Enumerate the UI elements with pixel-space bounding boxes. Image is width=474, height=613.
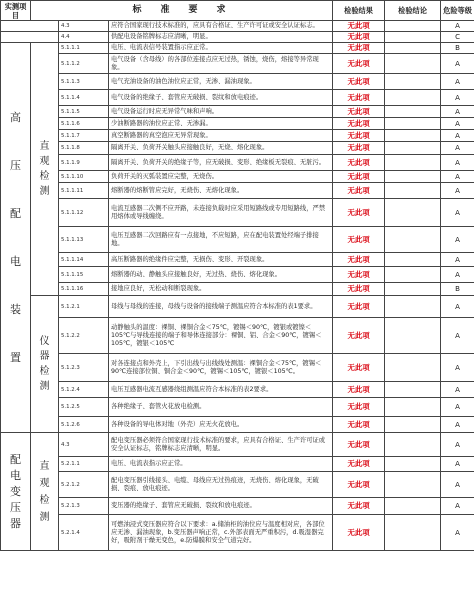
- requirement-text: 配电变压器引线接头、电缆、母线应无过热痕迹，无烧伤、熔化现象，无破损、裂痕、放电痕迹。: [109, 472, 333, 498]
- requirement-text: 各种绝缘子、套管火花放电检测。: [109, 398, 333, 417]
- result-cell: 无此项: [333, 472, 385, 498]
- result-cell: 无此项: [333, 183, 385, 199]
- requirement-text: 高压断路器的绝缘件应完整，无损伤、变形、开裂现象。: [109, 253, 333, 267]
- table-row: [1, 155, 474, 171]
- conclusion-cell: [385, 118, 441, 130]
- conclusion-cell: [385, 32, 441, 43]
- requirement-text: 母线与母线的连接，母线与设备的接线端子测温应符合本标准的表1要求。: [109, 296, 333, 318]
- conclusion-cell: [385, 398, 441, 417]
- hazard-level: A: [441, 130, 474, 142]
- section-instrument: 仪 器 检 测: [31, 296, 59, 433]
- header-row: [1, 1, 474, 21]
- table-row: [1, 21, 474, 32]
- requirement-text: 熔断器的动、静触头应接触良好，无过热、烧伤、熔化现象。: [109, 267, 333, 283]
- result-cell: 无此项: [333, 267, 385, 283]
- clause-code: 5.1.1.4: [59, 90, 109, 106]
- header-hazard: 危险等级: [441, 1, 474, 21]
- conclusion-cell: [385, 472, 441, 498]
- requirement-text: 接地应良好，无松动和断裂现象。: [109, 283, 333, 296]
- table-row: [1, 142, 474, 155]
- requirement-text: 电压、电流表指示应正常。: [109, 457, 333, 472]
- item-blank: [1, 32, 59, 43]
- table-row: [1, 318, 474, 354]
- conclusion-cell: [385, 253, 441, 267]
- conclusion-cell: [385, 54, 441, 74]
- hazard-level: A: [441, 74, 474, 90]
- requirement-text: 对各连接点和外壳上，下引出线与出线线处测温：裸铜合金＜75℃，镀锡＜90℃连接部位铜、铜合金＜90℃，镀锡＜105℃，镀银＜105℃。: [109, 354, 333, 382]
- hazard-level: A: [441, 433, 474, 457]
- clause-code: 5.2.1.1: [59, 457, 109, 472]
- hazard-level: A: [441, 106, 474, 118]
- conclusion-cell: [385, 433, 441, 457]
- clause-code: 5.1.2.5: [59, 398, 109, 417]
- table-row: [1, 398, 474, 417]
- table-row: [1, 472, 474, 498]
- result-cell: 无此项: [333, 498, 385, 515]
- result-cell: 无此项: [333, 32, 385, 43]
- result-cell: 无此项: [333, 171, 385, 183]
- table-row: [1, 433, 474, 457]
- result-cell: 无此项: [333, 21, 385, 32]
- conclusion-cell: [385, 106, 441, 118]
- clause-code: 5.1.1.16: [59, 283, 109, 296]
- hazard-level: A: [441, 21, 474, 32]
- conclusion-cell: [385, 171, 441, 183]
- requirement-text: 可燃油浸式变压器应符合以下要求：a.储油柜的油位应与温度相对应，各部位应无渗、漏油现象，b.变压器声响正常，c.外部表面无严重积污，d.吸湿器完好，吸附剂干燥无变色，e.防爆膜和安全气道完好。: [109, 515, 333, 551]
- table-row: [1, 457, 474, 472]
- result-cell: 无此项: [333, 253, 385, 267]
- table-row: [1, 54, 474, 74]
- header-item: 实测项目: [1, 1, 31, 21]
- hazard-level: A: [441, 318, 474, 354]
- requirement-text: 电流互感器二次侧不应开路，未连接负载时应采用短路线或专用短路线，严禁用熔体或导线缠绕。: [109, 199, 333, 227]
- hazard-level: A: [441, 171, 474, 183]
- table-row: [1, 227, 474, 253]
- result-cell: 无此项: [333, 199, 385, 227]
- hazard-level: A: [441, 142, 474, 155]
- clause-code: 4.3: [59, 21, 109, 32]
- table-row: [1, 171, 474, 183]
- hazard-level: B: [441, 283, 474, 296]
- section-high-voltage: 高 压 配 电 装 置: [1, 43, 31, 433]
- result-cell: 无此项: [333, 54, 385, 74]
- table-row: [1, 354, 474, 382]
- hazard-level: A: [441, 155, 474, 171]
- hazard-level: A: [441, 457, 474, 472]
- clause-code: 5.1.1.14: [59, 253, 109, 267]
- clause-code: 5.1.2.3: [59, 354, 109, 382]
- conclusion-cell: [385, 142, 441, 155]
- result-cell: 无此项: [333, 457, 385, 472]
- clause-code: 5.1.2.1: [59, 296, 109, 318]
- table-body: [1, 21, 474, 551]
- table-row: [1, 130, 474, 142]
- table-row: [1, 515, 474, 551]
- hazard-level: A: [441, 253, 474, 267]
- conclusion-cell: [385, 318, 441, 354]
- clause-code: 5.1.1.13: [59, 227, 109, 253]
- result-cell: 无此项: [333, 515, 385, 551]
- requirement-text: 负荷开关的灭弧装置应完整，无烧伤。: [109, 171, 333, 183]
- table-row: [1, 199, 474, 227]
- conclusion-cell: [385, 74, 441, 90]
- conclusion-cell: [385, 382, 441, 398]
- section-tr-visual: 直 观 检 测: [31, 433, 59, 551]
- conclusion-cell: [385, 227, 441, 253]
- hazard-level: A: [441, 354, 474, 382]
- clause-code: 5.2.1.4: [59, 515, 109, 551]
- result-cell: 无此项: [333, 142, 385, 155]
- hazard-level: A: [441, 515, 474, 551]
- header-standard: 标 准 要 求: [31, 1, 333, 21]
- conclusion-cell: [385, 354, 441, 382]
- table-row: [1, 253, 474, 267]
- result-cell: 无此项: [333, 90, 385, 106]
- hazard-level: A: [441, 118, 474, 130]
- conclusion-cell: [385, 199, 441, 227]
- table-row: [1, 267, 474, 283]
- requirement-text: 电压互感器二次回路应有一点接地，不应短路，应在配电装置处经端子排接地。: [109, 227, 333, 253]
- requirement-text: 动静触头的温度：裸铜、裸铜合金＜75℃，镀锡＜90℃，镀银或镀镍＜105℃与导线连接的端子和导体连接部分：裸铜、铝、合金＜90℃，镀锡＜105℃，镀银＜105℃: [109, 318, 333, 354]
- hazard-level: A: [441, 296, 474, 318]
- hazard-level: A: [441, 382, 474, 398]
- requirement-text: 真空断路器的真空泡应无异常现象。: [109, 130, 333, 142]
- requirement-text: 电压、电流表信号装置指示应正常。: [109, 43, 333, 54]
- clause-code: 5.2.1.3: [59, 498, 109, 515]
- hazard-level: A: [441, 267, 474, 283]
- result-cell: 无此项: [333, 318, 385, 354]
- hazard-level: A: [441, 90, 474, 106]
- clause-code: 5.2.1.2: [59, 472, 109, 498]
- clause-code: 5.1.1.8: [59, 142, 109, 155]
- clause-code: 4.4: [59, 32, 109, 43]
- table-row: [1, 382, 474, 398]
- hazard-level: A: [441, 54, 474, 74]
- header-result: 检验结果: [333, 1, 385, 21]
- conclusion-cell: [385, 155, 441, 171]
- requirement-text: 电压互感器电流互感器绕组测温应符合本标准的表2要求。: [109, 382, 333, 398]
- conclusion-cell: [385, 267, 441, 283]
- conclusion-cell: [385, 457, 441, 472]
- item-blank: [1, 21, 59, 32]
- hazard-level: A: [441, 227, 474, 253]
- table-row: [1, 32, 474, 43]
- requirement-text: 配电变压器必须符合国家现行技术标准的要求，应具有合格证、生产许可证或安全认证标志，铭牌标志应清晰，明显。: [109, 433, 333, 457]
- conclusion-cell: [385, 515, 441, 551]
- clause-code: 5.1.1.7: [59, 130, 109, 142]
- table-row: [1, 118, 474, 130]
- hazard-level: C: [441, 32, 474, 43]
- result-cell: 无此项: [333, 130, 385, 142]
- conclusion-cell: [385, 417, 441, 433]
- result-cell: 无此项: [333, 382, 385, 398]
- table-row: [1, 43, 474, 54]
- table-row: [1, 74, 474, 90]
- clause-code: 5.1.2.2: [59, 318, 109, 354]
- requirement-text: 电气设备的绝缘子、套管应无破损、裂纹和放电痕迹。: [109, 90, 333, 106]
- header-conclusion: 检验结论: [385, 1, 441, 21]
- conclusion-cell: [385, 43, 441, 54]
- hazard-level: A: [441, 183, 474, 199]
- table-row: [1, 283, 474, 296]
- conclusion-cell: [385, 296, 441, 318]
- clause-code: 5.1.1.9: [59, 155, 109, 171]
- result-cell: 无此项: [333, 74, 385, 90]
- result-cell: 无此项: [333, 43, 385, 54]
- section-visual: 直 观 检 测: [31, 43, 59, 296]
- clause-code: 5.1.1.1: [59, 43, 109, 54]
- requirement-text: 少油断路器的油位应正常、无渗漏。: [109, 118, 333, 130]
- requirement-text: 供配电设备铭牌标志应清晰，明显。: [109, 32, 333, 43]
- clause-code: 4.3: [59, 433, 109, 457]
- clause-code: 5.1.2.4: [59, 382, 109, 398]
- table-row: [1, 106, 474, 118]
- conclusion-cell: [385, 498, 441, 515]
- hazard-level: A: [441, 398, 474, 417]
- result-cell: 无此项: [333, 417, 385, 433]
- conclusion-cell: [385, 283, 441, 296]
- conclusion-cell: [385, 90, 441, 106]
- hazard-level: A: [441, 498, 474, 515]
- requirement-text: 隔离开关、负荷开关触头应接触良好，无烧、熔化现象。: [109, 142, 333, 155]
- result-cell: 无此项: [333, 433, 385, 457]
- table-row: [1, 296, 474, 318]
- table-row: [1, 498, 474, 515]
- clause-code: 5.1.2.6: [59, 417, 109, 433]
- conclusion-cell: [385, 21, 441, 32]
- result-cell: 无此项: [333, 296, 385, 318]
- clause-code: 5.1.1.6: [59, 118, 109, 130]
- result-cell: 无此项: [333, 106, 385, 118]
- clause-code: 5.1.1.10: [59, 171, 109, 183]
- result-cell: 无此项: [333, 283, 385, 296]
- result-cell: 无此项: [333, 155, 385, 171]
- table-row: [1, 417, 474, 433]
- conclusion-cell: [385, 183, 441, 199]
- requirement-text: 电气设备（含母线）的各部位连接点应无过热，锈蚀，烧伤，熔接等异常现象。: [109, 54, 333, 74]
- requirement-text: 各种设备的导电体对地（外壳）应无火花放电。: [109, 417, 333, 433]
- clause-code: 5.1.1.15: [59, 267, 109, 283]
- table-row: [1, 183, 474, 199]
- hazard-level: A: [441, 199, 474, 227]
- clause-code: 5.1.1.5: [59, 106, 109, 118]
- requirement-text: 隔离开关、负荷开关的绝缘子等，应无破损、变形、绝缘板无裂痕、无脏污。: [109, 155, 333, 171]
- clause-code: 5.1.1.3: [59, 74, 109, 90]
- requirement-text: 应符合国家现行技术标准的，应具有合格证、生产许可证或安全认证标志。: [109, 21, 333, 32]
- result-cell: 无此项: [333, 398, 385, 417]
- clause-code: 5.1.1.2: [59, 54, 109, 74]
- hazard-level: B: [441, 43, 474, 54]
- hazard-level: A: [441, 472, 474, 498]
- clause-code: 5.1.1.11: [59, 183, 109, 199]
- clause-code: 5.1.1.12: [59, 199, 109, 227]
- conclusion-cell: [385, 130, 441, 142]
- requirement-text: 熔断器的熔断管应完好，无烧伤、无熔化现象。: [109, 183, 333, 199]
- result-cell: 无此项: [333, 354, 385, 382]
- requirement-text: 电气设备运行时应无异常气味和声响。: [109, 106, 333, 118]
- section-transformer: 配 电 变 压 器: [1, 433, 31, 551]
- result-cell: 无此项: [333, 227, 385, 253]
- requirement-text: 电气充油设备的油色油位应正常，无渗、漏油现象。: [109, 74, 333, 90]
- hazard-level: A: [441, 417, 474, 433]
- requirement-text: 变压器的绝缘子、套管应无破损、裂纹和放电痕迹。: [109, 498, 333, 515]
- table-row: [1, 90, 474, 106]
- result-cell: 无此项: [333, 118, 385, 130]
